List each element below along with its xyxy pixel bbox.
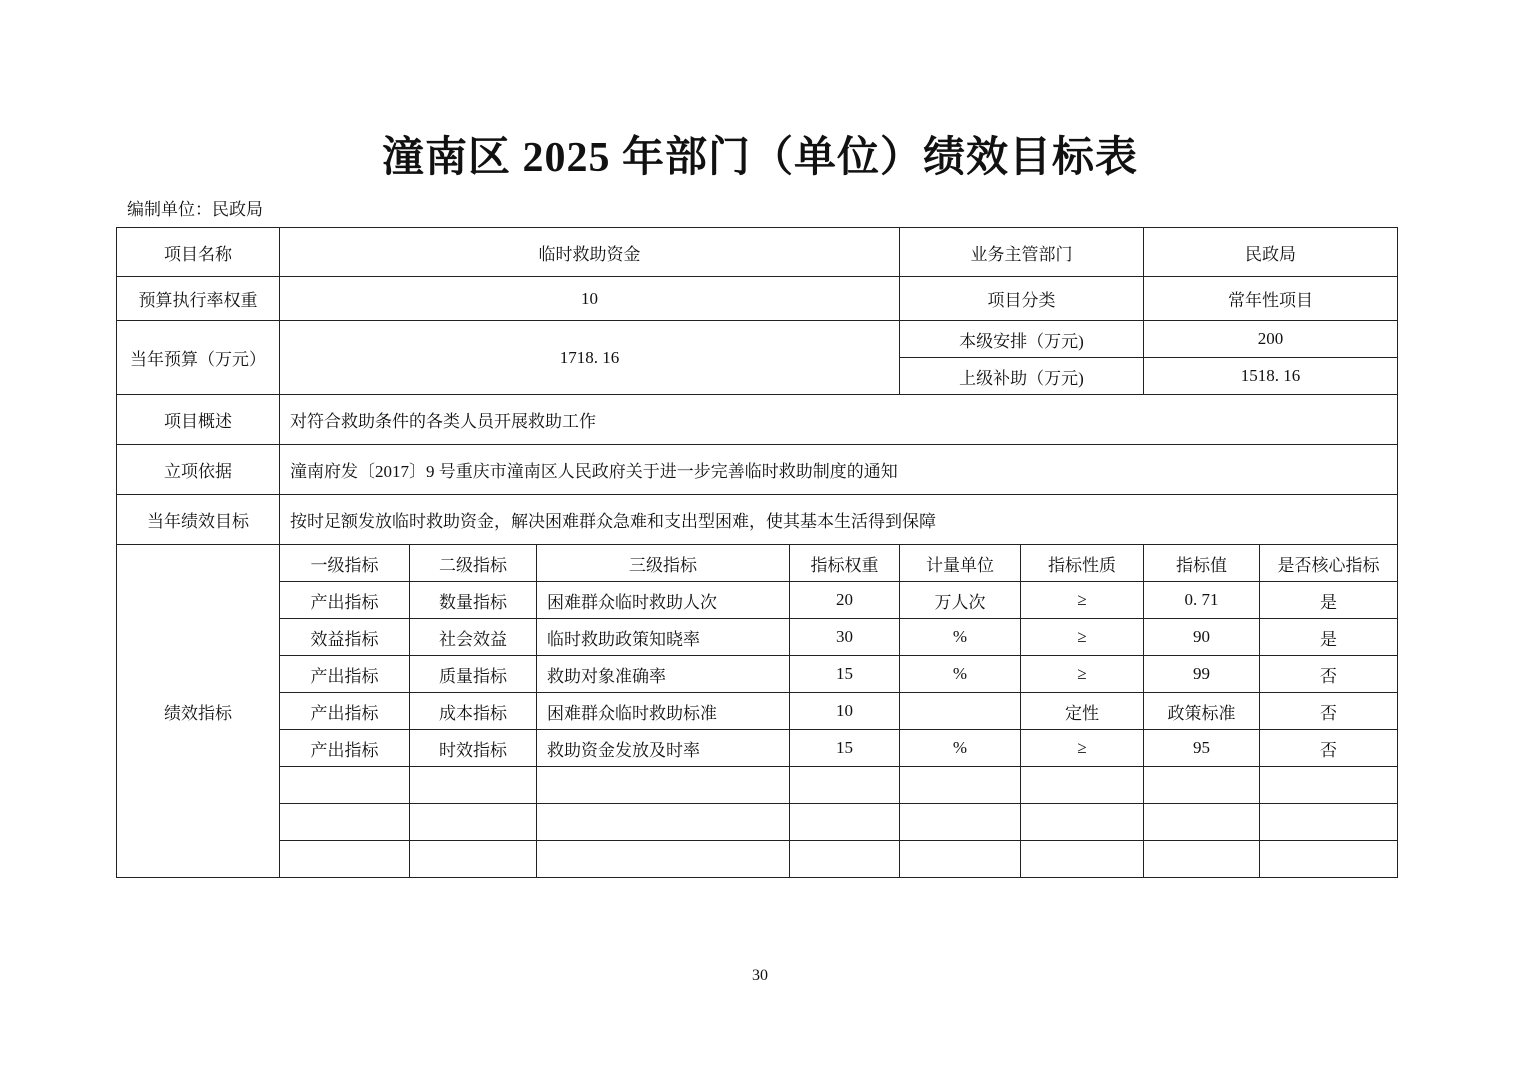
core-cell: 否 xyxy=(1260,730,1398,767)
empty-cell xyxy=(410,804,537,841)
table-row xyxy=(117,321,1398,358)
project-name-label: 项目名称 xyxy=(117,228,280,277)
header-level1: 一级指标 xyxy=(280,545,410,582)
empty-cell xyxy=(537,767,790,804)
empty-cell xyxy=(900,841,1021,878)
level2-cell: 质量指标 xyxy=(410,656,537,693)
nature-cell: ≥ xyxy=(1021,619,1144,656)
empty-cell xyxy=(900,767,1021,804)
value-cell: 0. 71 xyxy=(1144,582,1260,619)
table-row xyxy=(117,277,1398,321)
level3-cell: 困难群众临时救助标准 xyxy=(537,693,790,730)
unit-cell: % xyxy=(900,730,1021,767)
empty-row xyxy=(117,767,1398,804)
indicator-row xyxy=(117,656,1398,693)
empty-cell xyxy=(1260,841,1398,878)
table-row xyxy=(117,228,1398,277)
value-cell: 政策标准 xyxy=(1144,693,1260,730)
upper-subsidy-label: 上级补助（万元) xyxy=(900,358,1144,395)
empty-cell xyxy=(1260,767,1398,804)
document-title: 潼南区 2025 年部门（单位）绩效目标表 xyxy=(381,135,1138,181)
level3-cell: 救助资金发放及时率 xyxy=(537,730,790,767)
core-cell: 否 xyxy=(1260,656,1398,693)
unit-cell xyxy=(900,693,1021,730)
department-label: 业务主管部门 xyxy=(900,228,1144,277)
indicator-row xyxy=(117,730,1398,767)
table-row xyxy=(117,395,1398,445)
empty-cell xyxy=(1021,841,1144,878)
annual-goal-label: 当年绩效目标 xyxy=(117,495,280,545)
indicator-row xyxy=(117,693,1398,730)
level3-cell: 救助对象准确率 xyxy=(537,656,790,693)
empty-cell xyxy=(280,841,410,878)
weight-cell: 10 xyxy=(790,693,900,730)
value-cell: 90 xyxy=(1144,619,1260,656)
upper-subsidy-value: 1518. 16 xyxy=(1144,358,1398,395)
core-cell: 是 xyxy=(1260,619,1398,656)
level1-cell: 产出指标 xyxy=(280,656,410,693)
budget-weight-value: 10 xyxy=(280,277,900,321)
empty-cell xyxy=(410,841,537,878)
local-budget-value: 200 xyxy=(1144,321,1398,358)
overview-label: 项目概述 xyxy=(117,395,280,445)
nature-cell: ≥ xyxy=(1021,582,1144,619)
table-row xyxy=(117,495,1398,545)
empty-cell xyxy=(790,804,900,841)
nature-cell: ≥ xyxy=(1021,730,1144,767)
project-category-label: 项目分类 xyxy=(900,277,1144,321)
header-weight: 指标权重 xyxy=(790,545,900,582)
core-cell: 否 xyxy=(1260,693,1398,730)
level1-cell: 产出指标 xyxy=(280,582,410,619)
level2-cell: 时效指标 xyxy=(410,730,537,767)
empty-cell xyxy=(410,767,537,804)
empty-cell xyxy=(790,767,900,804)
weight-cell: 15 xyxy=(790,730,900,767)
empty-cell xyxy=(1021,804,1144,841)
nature-cell: ≥ xyxy=(1021,656,1144,693)
empty-cell xyxy=(280,767,410,804)
header-level3: 三级指标 xyxy=(537,545,790,582)
page-number: 30 xyxy=(752,967,768,984)
empty-cell xyxy=(1144,804,1260,841)
core-cell: 是 xyxy=(1260,582,1398,619)
unit-cell: % xyxy=(900,619,1021,656)
performance-target-table xyxy=(116,227,1398,878)
overview-value: 对符合救助条件的各类人员开展救助工作 xyxy=(280,395,1398,445)
level1-cell: 效益指标 xyxy=(280,619,410,656)
level2-cell: 成本指标 xyxy=(410,693,537,730)
nature-cell: 定性 xyxy=(1021,693,1144,730)
indicator-row xyxy=(117,619,1398,656)
indicator-row xyxy=(117,582,1398,619)
weight-cell: 20 xyxy=(790,582,900,619)
header-value: 指标值 xyxy=(1144,545,1260,582)
project-name-value: 临时救助资金 xyxy=(280,228,900,277)
level2-cell: 数量指标 xyxy=(410,582,537,619)
level3-cell: 临时救助政策知晓率 xyxy=(537,619,790,656)
annual-budget-value: 1718. 16 xyxy=(280,321,900,395)
empty-cell xyxy=(537,841,790,878)
empty-cell xyxy=(1144,841,1260,878)
annual-goal-value: 按时足额发放临时救助资金，解决困难群众急难和支出型困难，使其基本生活得到保障 xyxy=(280,495,1398,545)
weight-cell: 30 xyxy=(790,619,900,656)
unit-cell: 万人次 xyxy=(900,582,1021,619)
empty-cell xyxy=(1260,804,1398,841)
table-row xyxy=(117,445,1398,495)
level1-cell: 产出指标 xyxy=(280,730,410,767)
empty-cell xyxy=(790,841,900,878)
value-cell: 95 xyxy=(1144,730,1260,767)
header-nature: 指标性质 xyxy=(1021,545,1144,582)
empty-cell xyxy=(1021,767,1144,804)
level3-cell: 困难群众临时救助人次 xyxy=(537,582,790,619)
unit-cell: % xyxy=(900,656,1021,693)
empty-row xyxy=(117,804,1398,841)
empty-cell xyxy=(900,804,1021,841)
empty-cell xyxy=(537,804,790,841)
annual-budget-label: 当年预算（万元） xyxy=(117,321,280,395)
empty-row xyxy=(117,841,1398,878)
header-level2: 二级指标 xyxy=(410,545,537,582)
basis-value: 潼南府发〔2017〕9 号重庆市潼南区人民政府关于进一步完善临时救助制度的通知 xyxy=(280,445,1398,495)
compiling-unit: 编制单位：民政局 xyxy=(127,200,263,219)
indicator-header-row xyxy=(117,545,1398,582)
basis-label: 立项依据 xyxy=(117,445,280,495)
empty-cell xyxy=(1144,767,1260,804)
header-unit: 计量单位 xyxy=(900,545,1021,582)
header-core: 是否核心指标 xyxy=(1260,545,1398,582)
weight-cell: 15 xyxy=(790,656,900,693)
budget-weight-label: 预算执行率权重 xyxy=(117,277,280,321)
value-cell: 99 xyxy=(1144,656,1260,693)
level2-cell: 社会效益 xyxy=(410,619,537,656)
project-category-value: 常年性项目 xyxy=(1144,277,1398,321)
department-value: 民政局 xyxy=(1144,228,1398,277)
level1-cell: 产出指标 xyxy=(280,693,410,730)
indicators-section-label: 绩效指标 xyxy=(117,545,280,878)
empty-cell xyxy=(280,804,410,841)
local-budget-label: 本级安排（万元) xyxy=(900,321,1144,358)
